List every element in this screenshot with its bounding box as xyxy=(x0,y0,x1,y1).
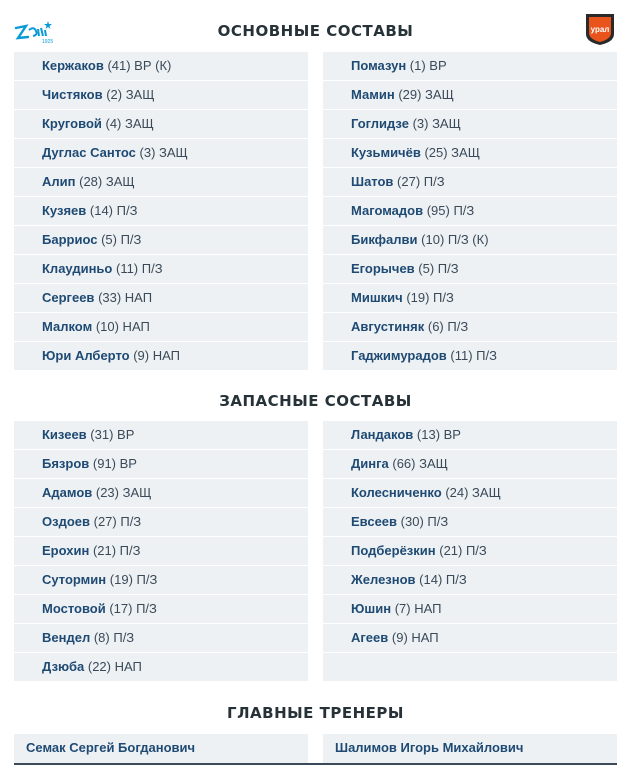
svg-text:урал: урал xyxy=(590,25,610,34)
player-row[interactable] xyxy=(14,139,308,168)
player-info: (41) ВР (К) xyxy=(107,58,172,73)
player-row[interactable] xyxy=(14,81,308,110)
player-name[interactable]: Мостовой xyxy=(42,601,106,616)
player-row[interactable] xyxy=(14,342,308,371)
player-name[interactable]: Дуглас Сантос xyxy=(42,145,136,160)
player-row[interactable] xyxy=(14,52,308,81)
coaches-heading: ГЛАВНЫЕ ТРЕНЕРЫ xyxy=(227,704,404,722)
player-name[interactable]: Кизеев xyxy=(42,427,87,442)
player-name[interactable]: Железнов xyxy=(351,572,416,587)
away-subs-list xyxy=(323,421,617,682)
player-info: (66) ЗАЩ xyxy=(392,456,448,471)
player-info: (27) П/З xyxy=(397,174,445,189)
player-row[interactable] xyxy=(323,566,617,595)
player-name[interactable]: Помазун xyxy=(351,58,407,73)
player-row[interactable] xyxy=(14,313,308,342)
player-row[interactable] xyxy=(14,450,308,479)
player-name[interactable]: Кержаков xyxy=(42,58,104,73)
player-row[interactable] xyxy=(323,168,617,197)
player-name[interactable]: Динга xyxy=(351,456,389,471)
player-info: (2) ЗАЩ xyxy=(106,87,155,102)
player-info: (11) П/З xyxy=(450,348,497,363)
player-info: (31) ВР xyxy=(90,427,135,442)
svg-text:1925: 1925 xyxy=(42,39,54,44)
player-name[interactable]: Оздоев xyxy=(42,514,90,529)
player-row[interactable] xyxy=(14,479,308,508)
home-starting-list xyxy=(14,52,308,371)
player-info: (19) П/З xyxy=(406,290,454,305)
player-info: (8) П/З xyxy=(93,630,135,645)
player-info: (21) П/З xyxy=(92,543,141,558)
player-name[interactable]: Подберёзкин xyxy=(351,543,436,558)
player-info: (9) НАП xyxy=(133,348,180,363)
player-name[interactable]: Сутормин xyxy=(42,572,107,587)
player-info: (13) ВР xyxy=(416,427,461,442)
player-name[interactable]: Юшин xyxy=(351,601,392,616)
player-name[interactable]: Барриос xyxy=(42,232,98,247)
player-name[interactable]: Кузьмичёв xyxy=(351,145,421,160)
player-row[interactable] xyxy=(14,168,308,197)
player-row[interactable] xyxy=(14,255,308,284)
player-row[interactable] xyxy=(14,508,308,537)
player-row[interactable] xyxy=(323,624,617,653)
player-row[interactable] xyxy=(14,226,308,255)
empty-row xyxy=(323,653,617,682)
player-name[interactable]: Мишкич xyxy=(351,290,403,305)
home-subs-list xyxy=(14,421,308,682)
player-row[interactable] xyxy=(323,255,617,284)
player-info: (22) НАП xyxy=(87,659,142,674)
home-coach[interactable]: Семак Сергей Богданович xyxy=(14,734,308,763)
player-info: (5) П/З xyxy=(418,261,459,276)
player-name[interactable]: Кузяев xyxy=(42,203,87,218)
player-info: (10) П/З (К) xyxy=(421,232,489,247)
away-coach[interactable]: Шалимов Игорь Михайлович xyxy=(323,734,617,763)
player-name[interactable]: Дзюба xyxy=(42,659,85,674)
player-name[interactable]: Егорычев xyxy=(351,261,415,276)
player-row[interactable] xyxy=(14,284,308,313)
player-name[interactable]: Шатов xyxy=(351,174,394,189)
player-info: (19) П/З xyxy=(109,572,158,587)
player-info: (4) ЗАЩ xyxy=(105,116,154,131)
player-info: (3) ЗАЩ xyxy=(139,145,188,160)
player-name[interactable]: Юри Алберто xyxy=(42,348,130,363)
player-name[interactable]: Колесниченко xyxy=(351,485,442,500)
player-row[interactable] xyxy=(14,653,308,682)
player-info: (9) НАП xyxy=(391,630,439,645)
player-info: (17) П/З xyxy=(109,601,157,616)
player-row[interactable] xyxy=(323,52,617,81)
player-info: (1) ВР xyxy=(409,58,447,73)
player-info: (29) ЗАЩ xyxy=(398,87,454,102)
player-info: (3) ЗАЩ xyxy=(412,116,461,131)
player-info: (28) ЗАЩ xyxy=(79,174,135,189)
starting-lineups-heading: ОСНОВНЫЕ СОСТАВЫ xyxy=(217,22,414,40)
player-info: (25) ЗАЩ xyxy=(424,145,480,160)
player-name[interactable]: Клаудиньо xyxy=(42,261,113,276)
player-name[interactable]: Круговой xyxy=(42,116,102,131)
player-info: (7) НАП xyxy=(394,601,442,616)
player-row[interactable] xyxy=(323,595,617,624)
player-row[interactable] xyxy=(323,508,617,537)
player-name[interactable]: Адамов xyxy=(42,485,93,500)
substitutes-heading: ЗАПАСНЫЕ СОСТАВЫ xyxy=(219,392,412,410)
player-row[interactable] xyxy=(14,110,308,139)
player-info: (14) П/З xyxy=(419,572,467,587)
player-row[interactable] xyxy=(323,479,617,508)
player-info: (21) П/З xyxy=(439,543,487,558)
player-name[interactable]: Ландаков xyxy=(351,427,414,442)
player-row[interactable] xyxy=(323,81,617,110)
player-row[interactable] xyxy=(323,342,617,371)
player-row[interactable] xyxy=(323,313,617,342)
player-name[interactable]: Ерохин xyxy=(42,543,90,558)
player-info: (10) НАП xyxy=(95,319,150,334)
player-name[interactable]: Алип xyxy=(42,174,76,189)
player-name[interactable]: Мамин xyxy=(351,87,395,102)
player-info: (23) ЗАЩ xyxy=(95,485,152,500)
player-name[interactable]: Августиняк xyxy=(351,319,425,334)
player-row[interactable] xyxy=(14,197,308,226)
player-name[interactable]: Бикфалви xyxy=(351,232,418,247)
player-info: (33) НАП xyxy=(98,290,153,305)
player-info: (91) ВР xyxy=(92,456,137,471)
player-row[interactable] xyxy=(14,537,308,566)
player-row[interactable] xyxy=(323,197,617,226)
player-row[interactable] xyxy=(323,110,617,139)
player-row[interactable] xyxy=(14,421,308,450)
player-info: (95) П/З xyxy=(426,203,475,218)
player-name[interactable]: Агеев xyxy=(351,630,389,645)
player-name[interactable]: Малком xyxy=(42,319,93,334)
player-row[interactable] xyxy=(323,139,617,168)
player-name[interactable]: Евсеев xyxy=(351,514,398,529)
away-starting-list xyxy=(323,52,617,371)
player-info: (14) П/З xyxy=(89,203,138,218)
player-name[interactable]: Гаджимурадов xyxy=(351,348,447,363)
player-info: (30) П/З xyxy=(400,514,449,529)
player-name[interactable]: Сергеев xyxy=(42,290,95,305)
player-info: (6) П/З xyxy=(427,319,469,334)
player-info: (11) П/З xyxy=(115,261,163,276)
player-row[interactable] xyxy=(14,566,308,595)
player-name[interactable]: Бязров xyxy=(42,456,90,471)
player-row[interactable] xyxy=(323,284,617,313)
player-info: (27) П/З xyxy=(93,514,142,529)
player-row[interactable] xyxy=(323,537,617,566)
player-name[interactable]: Чистяков xyxy=(42,87,103,102)
player-name[interactable]: Вендел xyxy=(42,630,91,645)
player-row[interactable] xyxy=(323,450,617,479)
player-info: (5) П/З xyxy=(101,232,142,247)
player-row[interactable] xyxy=(14,624,308,653)
player-name[interactable]: Гоглидзе xyxy=(351,116,409,131)
player-row[interactable] xyxy=(14,595,308,624)
player-name[interactable]: Магомадов xyxy=(351,203,424,218)
player-row[interactable] xyxy=(323,421,617,450)
player-row[interactable] xyxy=(323,226,617,255)
divider xyxy=(14,763,617,765)
player-info: (24) ЗАЩ xyxy=(445,485,501,500)
